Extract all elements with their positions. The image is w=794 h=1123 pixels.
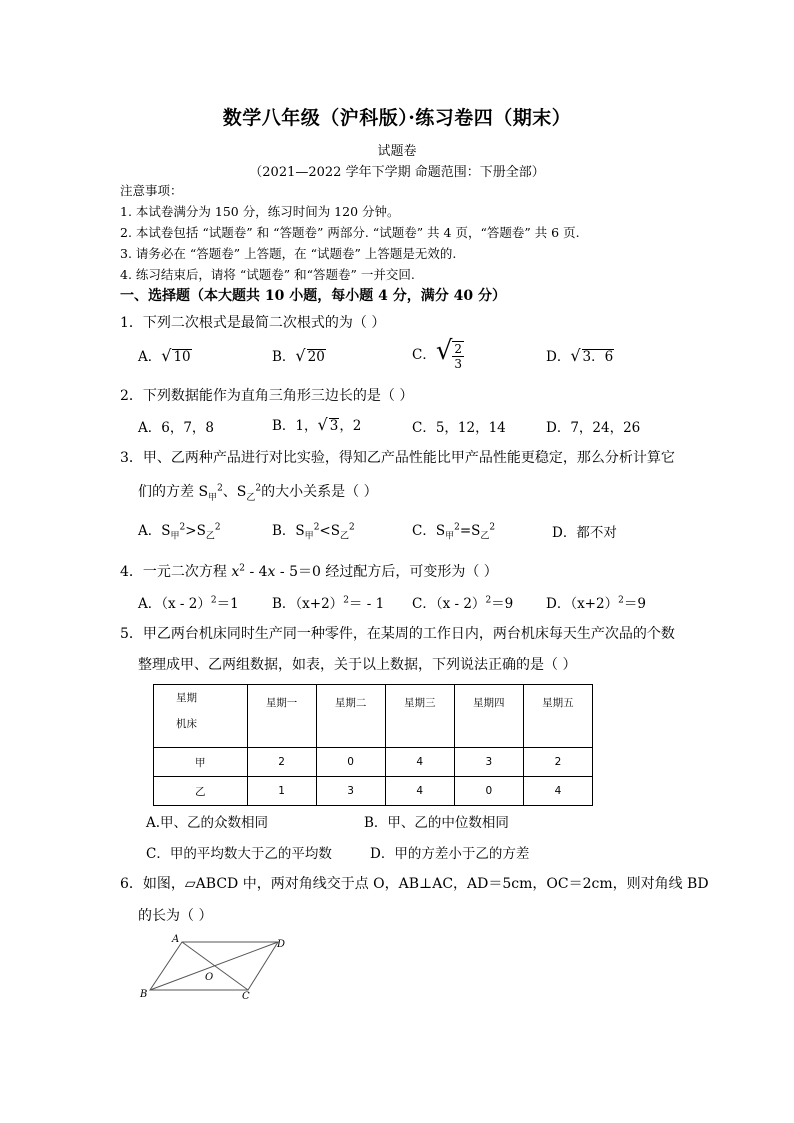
table-header-cell: 星期五 — [523, 685, 592, 748]
table-row-label: 甲 — [154, 748, 248, 777]
page-subtitle: 试题卷 — [377, 144, 417, 159]
table-corner-cell: 星期 机床 — [154, 685, 248, 748]
table-cell: 0 — [316, 748, 385, 777]
table-cell: 2 — [523, 748, 592, 777]
q5-option-c: C．甲的平均数大于乙的平均数 — [146, 846, 332, 862]
exam-scope: （2021—2022 学年下学期 命题范围：下册全部） — [249, 165, 545, 180]
q4-option-a: A．（x - 2）$^2$＝1 — [138, 595, 239, 612]
note-item: 1. 本试卷满分为 150 分，练习时间为 120 分钟。 — [120, 204, 400, 219]
q3-option-c: C．$S_甲^2=S_乙^2$ — [412, 522, 496, 542]
table-cell: 0 — [454, 777, 523, 806]
q4-option-c: C．（x - 2）$^2$＝9 — [412, 595, 514, 612]
table-header-cell: 星期三 — [385, 685, 454, 748]
q4-option-b: B．$(x+2)^2= - 1$ — [272, 595, 385, 612]
table-header-cell: 星期二 — [316, 685, 385, 748]
table-header-cell: 星期一 — [247, 685, 316, 748]
label-d: D — [277, 939, 286, 950]
question-5-stem-line1: 5．甲乙两台机床同时生产同一种零件，在某周的工作日内，两台机床每天生产次品的个数 — [120, 626, 675, 642]
question-3-stem-line2: 们的方差 $S_甲^2$、$S_乙^2$的大小关系是（ ） — [138, 483, 378, 503]
table-cell: 4 — [523, 777, 592, 806]
q5-option-d: D．甲的方差小于乙的方差 — [370, 846, 530, 862]
question-5-stem-line2: 整理成甲、乙两组数据，如表，关于以上数据，下列说法正确的是（ ） — [138, 657, 577, 673]
note-item: 3. 请务必在 “答题卷” 上答题，在 “试题卷” 上答题是无效的. — [120, 246, 457, 261]
q3-option-b: B．$S_甲^2<S_乙^2$ — [272, 522, 355, 542]
q2-option-a: A．6，7，8 — [138, 420, 215, 436]
table-cell: 4 — [385, 777, 454, 806]
table-cell: 4 — [385, 748, 454, 777]
question-4-stem: 4．一元二次方程 $x^2 - 4x - 5=0$ 经过配方后，可变形为（ ） — [120, 563, 498, 580]
q3-option-d: D．都不对 — [552, 525, 617, 541]
q2-option-d: D．7，24，26 — [546, 420, 641, 436]
q4-option-d: D．$(x+2)^2=9$ — [546, 595, 646, 612]
label-b: B — [140, 989, 148, 1000]
page-title: 数学八年级（沪科版）·练习卷四（期末） — [222, 107, 572, 129]
diagonal-bd — [150, 942, 278, 990]
table-header-cell: 星期四 — [454, 685, 523, 748]
notes-heading: 注意事项： — [120, 183, 183, 198]
label-a: A — [172, 934, 180, 945]
table-header-row — [154, 685, 593, 748]
label-o: O — [205, 972, 214, 983]
note-item: 4. 练习结束后，请将 “试题卷” 和“答题卷” 一并交回. — [120, 267, 415, 282]
defect-table — [153, 684, 593, 806]
question-2-stem: 2．下列数据能作为直角三角形三边长的是（ ） — [120, 388, 414, 404]
table-cell: 2 — [247, 748, 316, 777]
q2-option-c: C．5，12，14 — [412, 420, 506, 436]
note-item: 2. 本试卷包括 “试题卷” 和 “答题卷” 两部分. “试题卷” 共 4 页，“答题卷” 共 6 页. — [120, 225, 580, 240]
q5-option-a: A.甲、乙的众数相同 — [146, 815, 269, 831]
question-3-stem-line1: 3．甲、乙两种产品进行对比实验，得知乙产品性能比甲产品性能更稳定，那么分析计算它 — [120, 450, 675, 466]
label-c: C — [242, 991, 250, 1002]
table-cell: 3 — [454, 748, 523, 777]
parallelogram-figure — [136, 930, 296, 1005]
question-6-stem-line1: 6．如图，▱ABCD 中，两对角线交于点 O，AB⊥AC，AD＝5cm，OC＝2cm，则对角线 BD — [120, 876, 709, 892]
q5-option-b: B．甲、乙的中位数相同 — [364, 815, 509, 831]
q1-option-b: B．√ 20 — [272, 346, 325, 365]
q2-option-b: B．1，√ 3，2 — [272, 415, 362, 434]
table-row — [154, 777, 593, 806]
table-cell: 1 — [247, 777, 316, 806]
q3-option-a: A．$S_甲^2>S_乙^2$ — [138, 522, 221, 542]
q1-option-c: C．√ $\frac{2}{3}$ — [412, 336, 463, 371]
question-6-stem-line2: 的长为（ ） — [138, 908, 213, 924]
question-1-stem: 1．下列二次根式是最简二次根式的为（ ） — [120, 315, 386, 331]
section-heading: 一、选择题（本大题共 10 小题，每小题 4 分，满分 40 分） — [120, 288, 506, 304]
table-row — [154, 748, 593, 777]
table-cell: 3 — [316, 777, 385, 806]
q1-option-a: A．√ 10 — [138, 346, 191, 365]
table-row-label: 乙 — [154, 777, 248, 806]
q1-option-d: D．√ 3．6 — [546, 346, 614, 365]
